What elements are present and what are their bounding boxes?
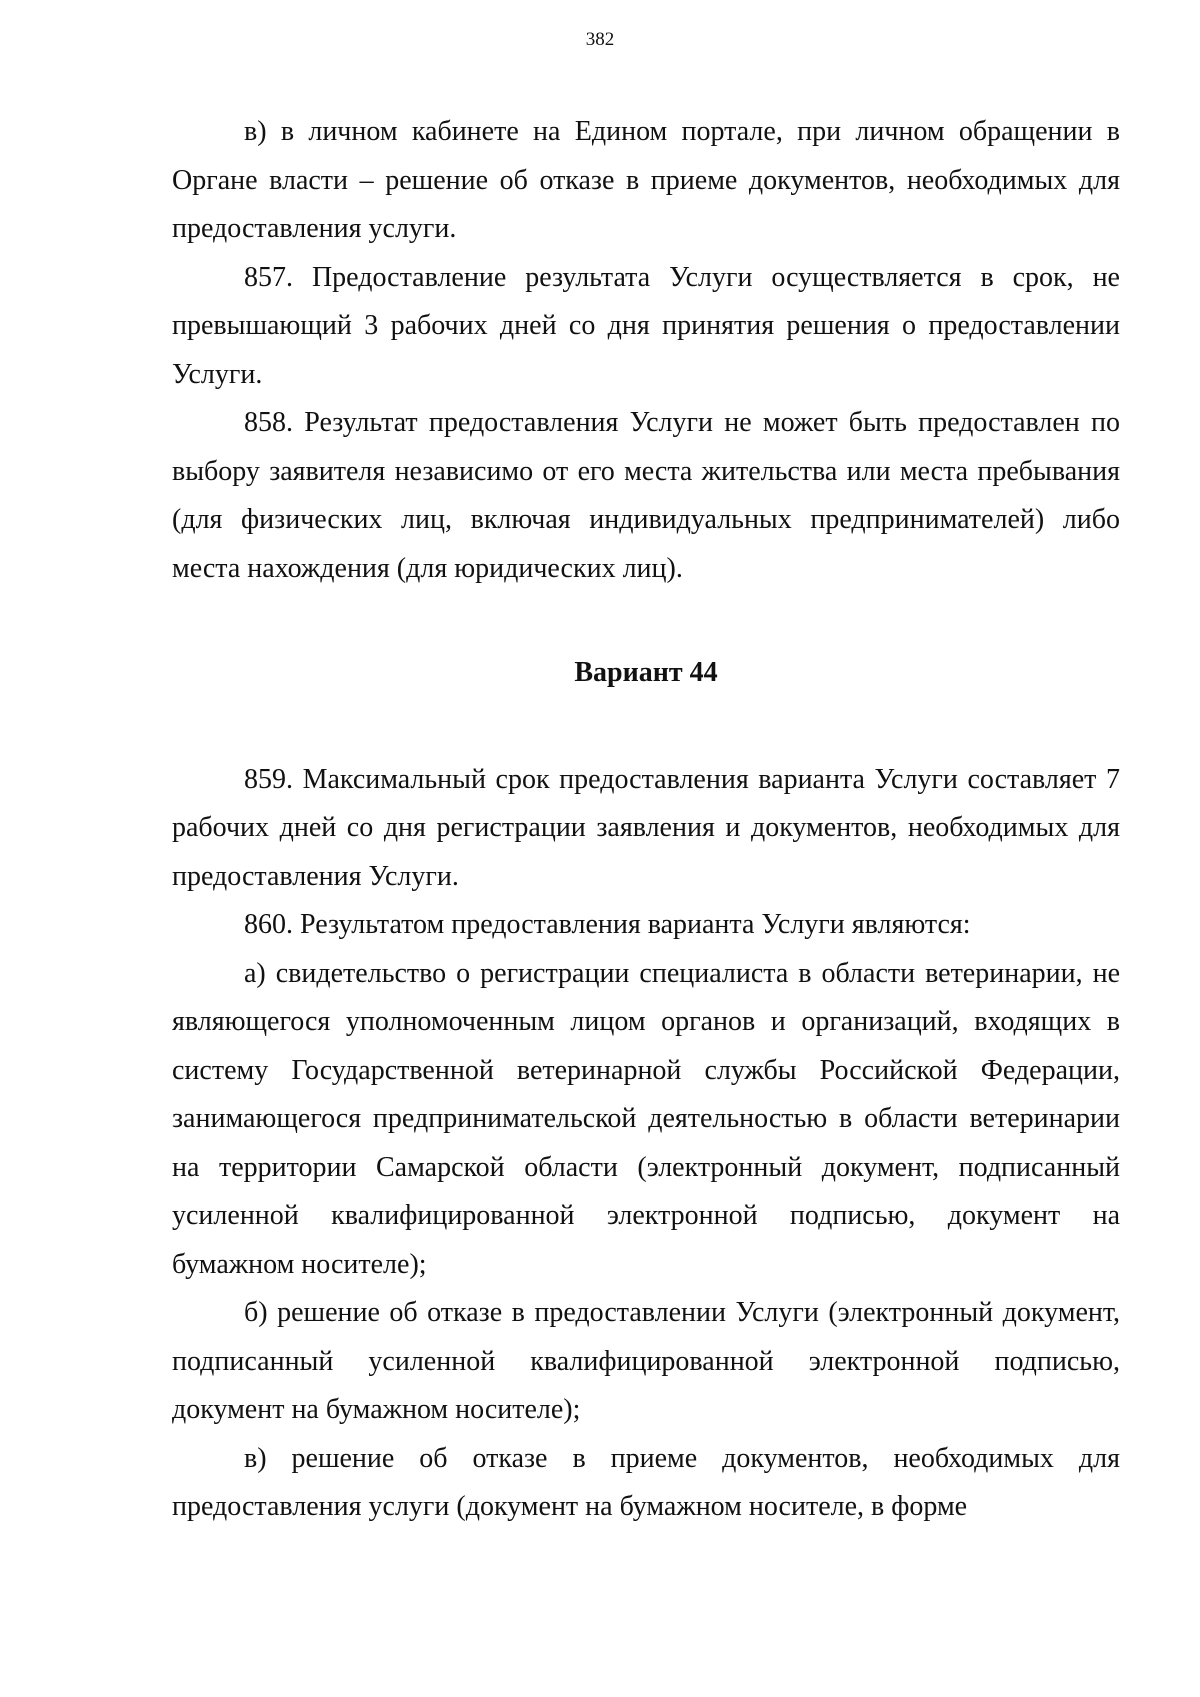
section-heading-variant-44: Вариант 44 bbox=[574, 657, 718, 688]
paragraph-859: 859. Максимальный срок предоставления варианта Услуги составляет 7 рабочих дней со дня регистрации заявления и документов, необходимых для предоставления Услуги. bbox=[172, 763, 1120, 892]
paragraph-860-a: а) свидетельство о регистрации специалиста в области ветеринарии, не являющегося уполномоченным лицом органов и организаций, входящих в систему Государственной ветеринарной службы Российской Федерации, занимающегося предпринимательской деятельностью в области ветеринарии на территории Самарской области (электронный документ, подписанный усиленной квалифицированной электронной подписью, документ на бумажном носителе); bbox=[172, 957, 1120, 1280]
paragraph-858: 858. Результат предоставления Услуги не может быть предоставлен по выбору заявителя независимо от его места жительства или места пребывания (для физических лиц, включая индивидуальных предпринимателей) либо места нахождения (для юридических лиц). bbox=[172, 407, 1120, 584]
paragraph-860-b: б) решение об отказе в предоставлении Услуги (электронный документ, подписанный усиленной квалифицированной электронной подписью, документ на бумажном носителе); bbox=[172, 1297, 1120, 1425]
paragraph-860: 860. Результатом предоставления варианта Услуги являются: bbox=[244, 909, 971, 940]
paragraph-v-personal-cabinet: в) в личном кабинете на Едином портале, при личном обращении в Органе власти – решение об отказе в приеме документов, необходимых для предоставления услуги. bbox=[172, 116, 1120, 244]
paragraph-857: 857. Предоставление результата Услуги осуществляется в срок, не превышающий 3 рабочих дней со дня принятия решения о предоставлении Услуги. bbox=[172, 261, 1120, 390]
document-body bbox=[172, 108, 1120, 1532]
paragraph-860-v: в) решение об отказе в приеме документов, необходимых для предоставления услуги (документ на бумажном носителе, в форме bbox=[172, 1442, 1120, 1522]
page-number: 382 bbox=[585, 29, 615, 50]
